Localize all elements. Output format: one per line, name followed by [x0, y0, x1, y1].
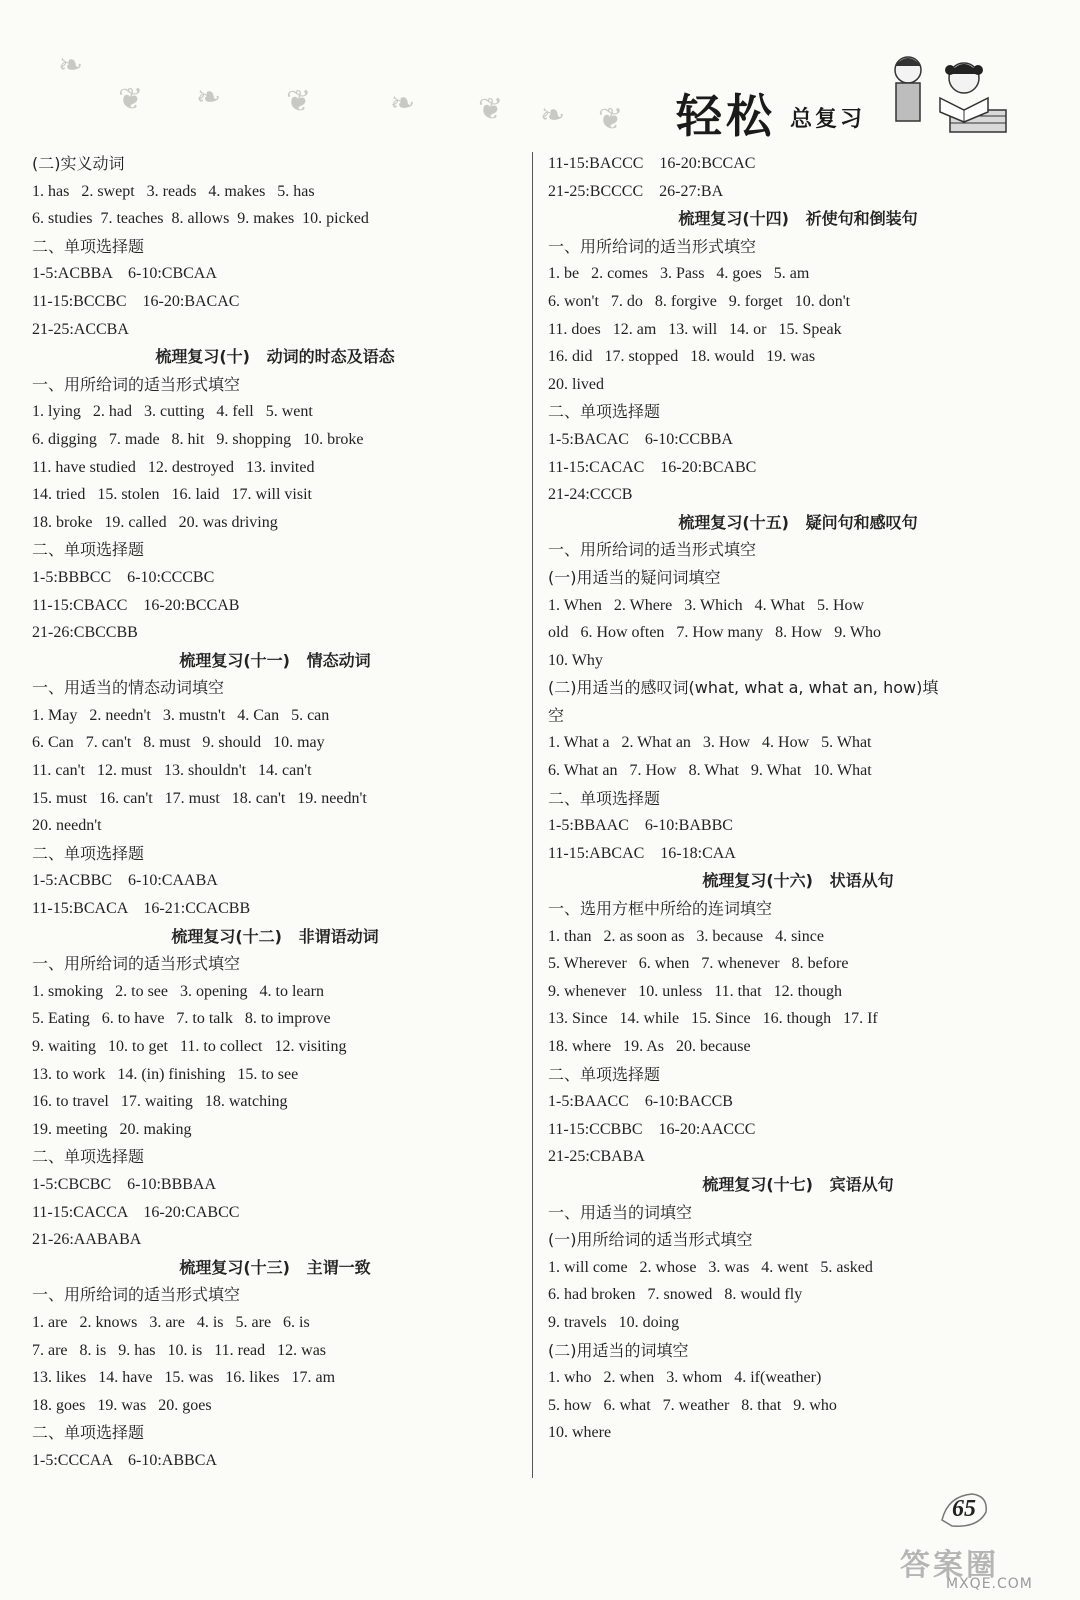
answer-line: 5. how 6. what 7. weather 8. that 9. who [548, 1396, 837, 1414]
answer-line: 13. Since 14. while 15. Since 16. though 17. If [548, 1010, 878, 1028]
answer-line: 1. who 2. when 3. whom 4. if(weather) [548, 1369, 822, 1387]
section-label: 二、单项选择题 [32, 843, 145, 863]
answer-line: 1-5:CCCAA 6-10:ABBCA [32, 1451, 217, 1469]
answer-line: 11-15:ABCAC 16-18:CAA [548, 844, 736, 862]
section-label: 二、单项选择题 [32, 540, 145, 560]
answer-line: 11. have studied 12. destroyed 13. invited [32, 458, 315, 476]
answer-line: 5. Wherever 6. when 7. whenever 8. before [548, 955, 849, 973]
section-label: 一、用所给词的适当形式填空 [32, 374, 241, 394]
answer-line: 21-26:AABABA [32, 1231, 142, 1249]
answer-line: 9. travels 10. doing [548, 1313, 680, 1331]
page-number: 65 [952, 1496, 976, 1522]
section-label: (二)用适当的词填空 [548, 1340, 689, 1360]
section-label: 一、用适当的词填空 [548, 1202, 693, 1222]
section-heading: 梳理复习(十) 动词的时态及语态 [155, 347, 395, 367]
leaf-ornament-icon: ❧ [540, 99, 566, 132]
answer-line: 1-5:BBAAC 6-10:BABBC [548, 817, 733, 835]
watermark [900, 1540, 1070, 1590]
section-heading: 梳理复习(十一) 情态动词 [179, 650, 371, 670]
answer-line: 10. Why [548, 651, 603, 669]
section-heading: 梳理复习(十四) 祈使句和倒装句 [678, 209, 918, 229]
answer-line: 21-26:CBCCBB [32, 624, 138, 642]
watermark-title: 答案圈 [900, 1548, 999, 1583]
answer-line: 1. than 2. as soon as 3. because 4. since [548, 927, 824, 945]
answer-line: old 6. How often 7. How many 8. How 9. Who [548, 624, 882, 642]
section-label: 二、单项选择题 [32, 1423, 145, 1443]
section-label: 二、单项选择题 [32, 236, 145, 256]
section-label: 二、单项选择题 [548, 788, 661, 808]
page-number-badge [938, 1490, 990, 1530]
answer-line: 1-5:BACAC 6-10:CCBBA [548, 430, 733, 448]
right-answer-column [548, 150, 1048, 1447]
answer-line: 11. does 12. am 13. will 14. or 15. Speak [548, 320, 842, 338]
answer-line: 1. be 2. comes 3. Pass 4. goes 5. am [548, 265, 810, 283]
section-label: 二、单项选择题 [548, 402, 661, 422]
answer-line: 9. whenever 10. unless 11. that 12. though [548, 982, 843, 1000]
answer-line: 1-5:ACBBA 6-10:CBCAA [32, 265, 217, 283]
leaf-ornament-icon: ❧ [58, 49, 84, 82]
section-label: (一)用所给词的适当形式填空 [548, 1230, 753, 1250]
answer-line: 16. did 17. stopped 18. would 19. was [548, 348, 816, 366]
answer-line: 1-5:BBBCC 6-10:CCCBC [32, 568, 215, 586]
answer-line: 20. needn't [32, 817, 102, 835]
section-label: 一、用所给词的适当形式填空 [548, 540, 757, 560]
answer-line: 7. are 8. is 9. has 10. is 11. read 12. was [32, 1341, 327, 1359]
answer-line: 6. studies 7. teaches 8. allows 9. makes 10. picked [32, 210, 369, 228]
answer-line: 6. What an 7. How 8. What 9. What 10. What [548, 762, 872, 780]
watermark-url: MXQE.COM [946, 1576, 1033, 1592]
answer-line: 9. waiting 10. to get 11. to collect 12. visiting [32, 1038, 347, 1055]
answer-line: 20. lived [548, 375, 604, 393]
leaf-ornament-icon: ❧ [196, 81, 222, 114]
answer-line: 1. May 2. needn't 3. mustn't 4. Can 5. can [32, 706, 330, 724]
section-heading: 梳理复习(十五) 疑问句和感叹句 [678, 512, 918, 532]
section-label: 一、用所给词的适当形式填空 [548, 236, 757, 256]
answer-line: 13. to work 14. (in) finishing 15. to see [32, 1065, 299, 1083]
section-label: (二)用适当的感叹词(what, what a, what an, how)填 [548, 678, 939, 698]
section-label: 二、单项选择题 [32, 1147, 145, 1167]
answer-line: 21-25:BCCCC 26-27:BA [548, 182, 724, 200]
section-heading: 梳理复习(十二) 非谓语动词 [171, 926, 379, 946]
answer-line: 11-15:BCCBC 16-20:BACAC [32, 292, 240, 310]
brand-title: 轻松 [676, 89, 776, 143]
section-label: 一、选用方框中所给的连词填空 [548, 899, 773, 919]
answer-line: 16. to travel 17. waiting 18. watching [32, 1093, 288, 1111]
answer-line: 10. where [548, 1424, 612, 1442]
column-divider [532, 152, 533, 1478]
answer-line: 5. Eating 6. to have 7. to talk 8. to improve [32, 1010, 331, 1028]
section-label: 一、用适当的情态动词填空 [32, 678, 225, 698]
leaf-ornament-icon: ❦ [118, 83, 144, 116]
kids-reading-illustration-icon [880, 40, 1010, 140]
answer-line: 1. smoking 2. to see 3. opening 4. to learn [32, 982, 324, 1000]
answer-line: 1. are 2. knows 3. are 4. is 5. are 6. is [32, 1313, 310, 1331]
answer-line: 19. meeting 20. making [32, 1120, 192, 1138]
answer-line: 18. broke 19. called 20. was driving [32, 513, 278, 531]
answer-line: 11-15:BACCC 16-20:BCCAC [548, 155, 756, 172]
leaf-ornament-icon: ❦ [598, 103, 624, 136]
section-heading: 梳理复习(十七) 宾语从句 [702, 1174, 894, 1194]
answer-line: 1. What a 2. What an 3. How 4. How 5. What [548, 734, 872, 752]
answer-line: 11-15:CBACC 16-20:BCCAB [32, 596, 240, 614]
answer-line: 11-15:CCBBC 16-20:AACCC [548, 1120, 756, 1138]
answer-line: 21-25:ACCBA [32, 320, 129, 338]
answer-line: 1. lying 2. had 3. cutting 4. fell 5. went [32, 403, 313, 421]
leaf-ornament-icon: ❧ [390, 87, 416, 120]
brand-subtitle: 总复习 [790, 106, 866, 132]
answer-line: 6. won't 7. do 8. forgive 9. forget 10. don't [548, 292, 851, 310]
answer-line: 1. will come 2. whose 3. was 4. went 5. asked [548, 1258, 873, 1276]
section-label: 二、单项选择题 [548, 1064, 661, 1084]
answer-line: 15. must 16. can't 17. must 18. can't 19. needn't [32, 789, 367, 807]
answer-line: 1-5:CBCBC 6-10:BBBAA [32, 1175, 217, 1193]
section-label: (二)实义动词 [32, 154, 125, 173]
page-header [0, 0, 1080, 150]
answer-line: 11-15:BCACA 16-21:CCACBB [32, 900, 251, 918]
section-heading: 梳理复习(十六) 状语从句 [702, 871, 894, 891]
answer-line: 1. When 2. Where 3. Which 4. What 5. How [548, 596, 865, 614]
answer-line: 1-5:ACBBC 6-10:CAABA [32, 872, 218, 890]
section-label: 空 [548, 705, 565, 725]
answer-line: 18. where 19. As 20. because [548, 1038, 751, 1055]
section-heading: 梳理复习(十三) 主谓一致 [179, 1257, 371, 1277]
answer-line: 18. goes 19. was 20. goes [32, 1396, 212, 1414]
answer-line: 1-5:BAACC 6-10:BACCB [548, 1093, 733, 1111]
answer-line: 11-15:CACCA 16-20:CABCC [32, 1203, 240, 1221]
answer-line: 11. can't 12. must 13. shouldn't 14. can't [32, 762, 312, 780]
answer-line: 6. digging 7. made 8. hit 9. shopping 10. broke [32, 430, 364, 448]
leaf-ornament-icon: ❦ [478, 93, 504, 126]
answer-line: 14. tried 15. stolen 16. laid 17. will visit [32, 486, 312, 504]
answer-line: 1. has 2. swept 3. reads 4. makes 5. has [32, 182, 315, 200]
answer-line: 21-25:CBABA [548, 1148, 645, 1166]
section-label: (一)用适当的疑问词填空 [548, 567, 721, 587]
answer-line: 21-24:CCCB [548, 486, 633, 504]
answer-line: 6. had broken 7. snowed 8. would fly [548, 1286, 803, 1304]
answer-line: 6. Can 7. can't 8. must 9. should 10. may [32, 734, 325, 752]
answer-line: 11-15:CACAC 16-20:BCABC [548, 458, 757, 476]
left-answer-column [32, 150, 518, 1475]
section-label: 一、用所给词的适当形式填空 [32, 1285, 241, 1305]
answer-line: 13. likes 14. have 15. was 16. likes 17. am [32, 1369, 336, 1387]
section-label: 一、用所给词的适当形式填空 [32, 954, 241, 974]
leaf-ornament-icon: ❦ [286, 85, 312, 118]
